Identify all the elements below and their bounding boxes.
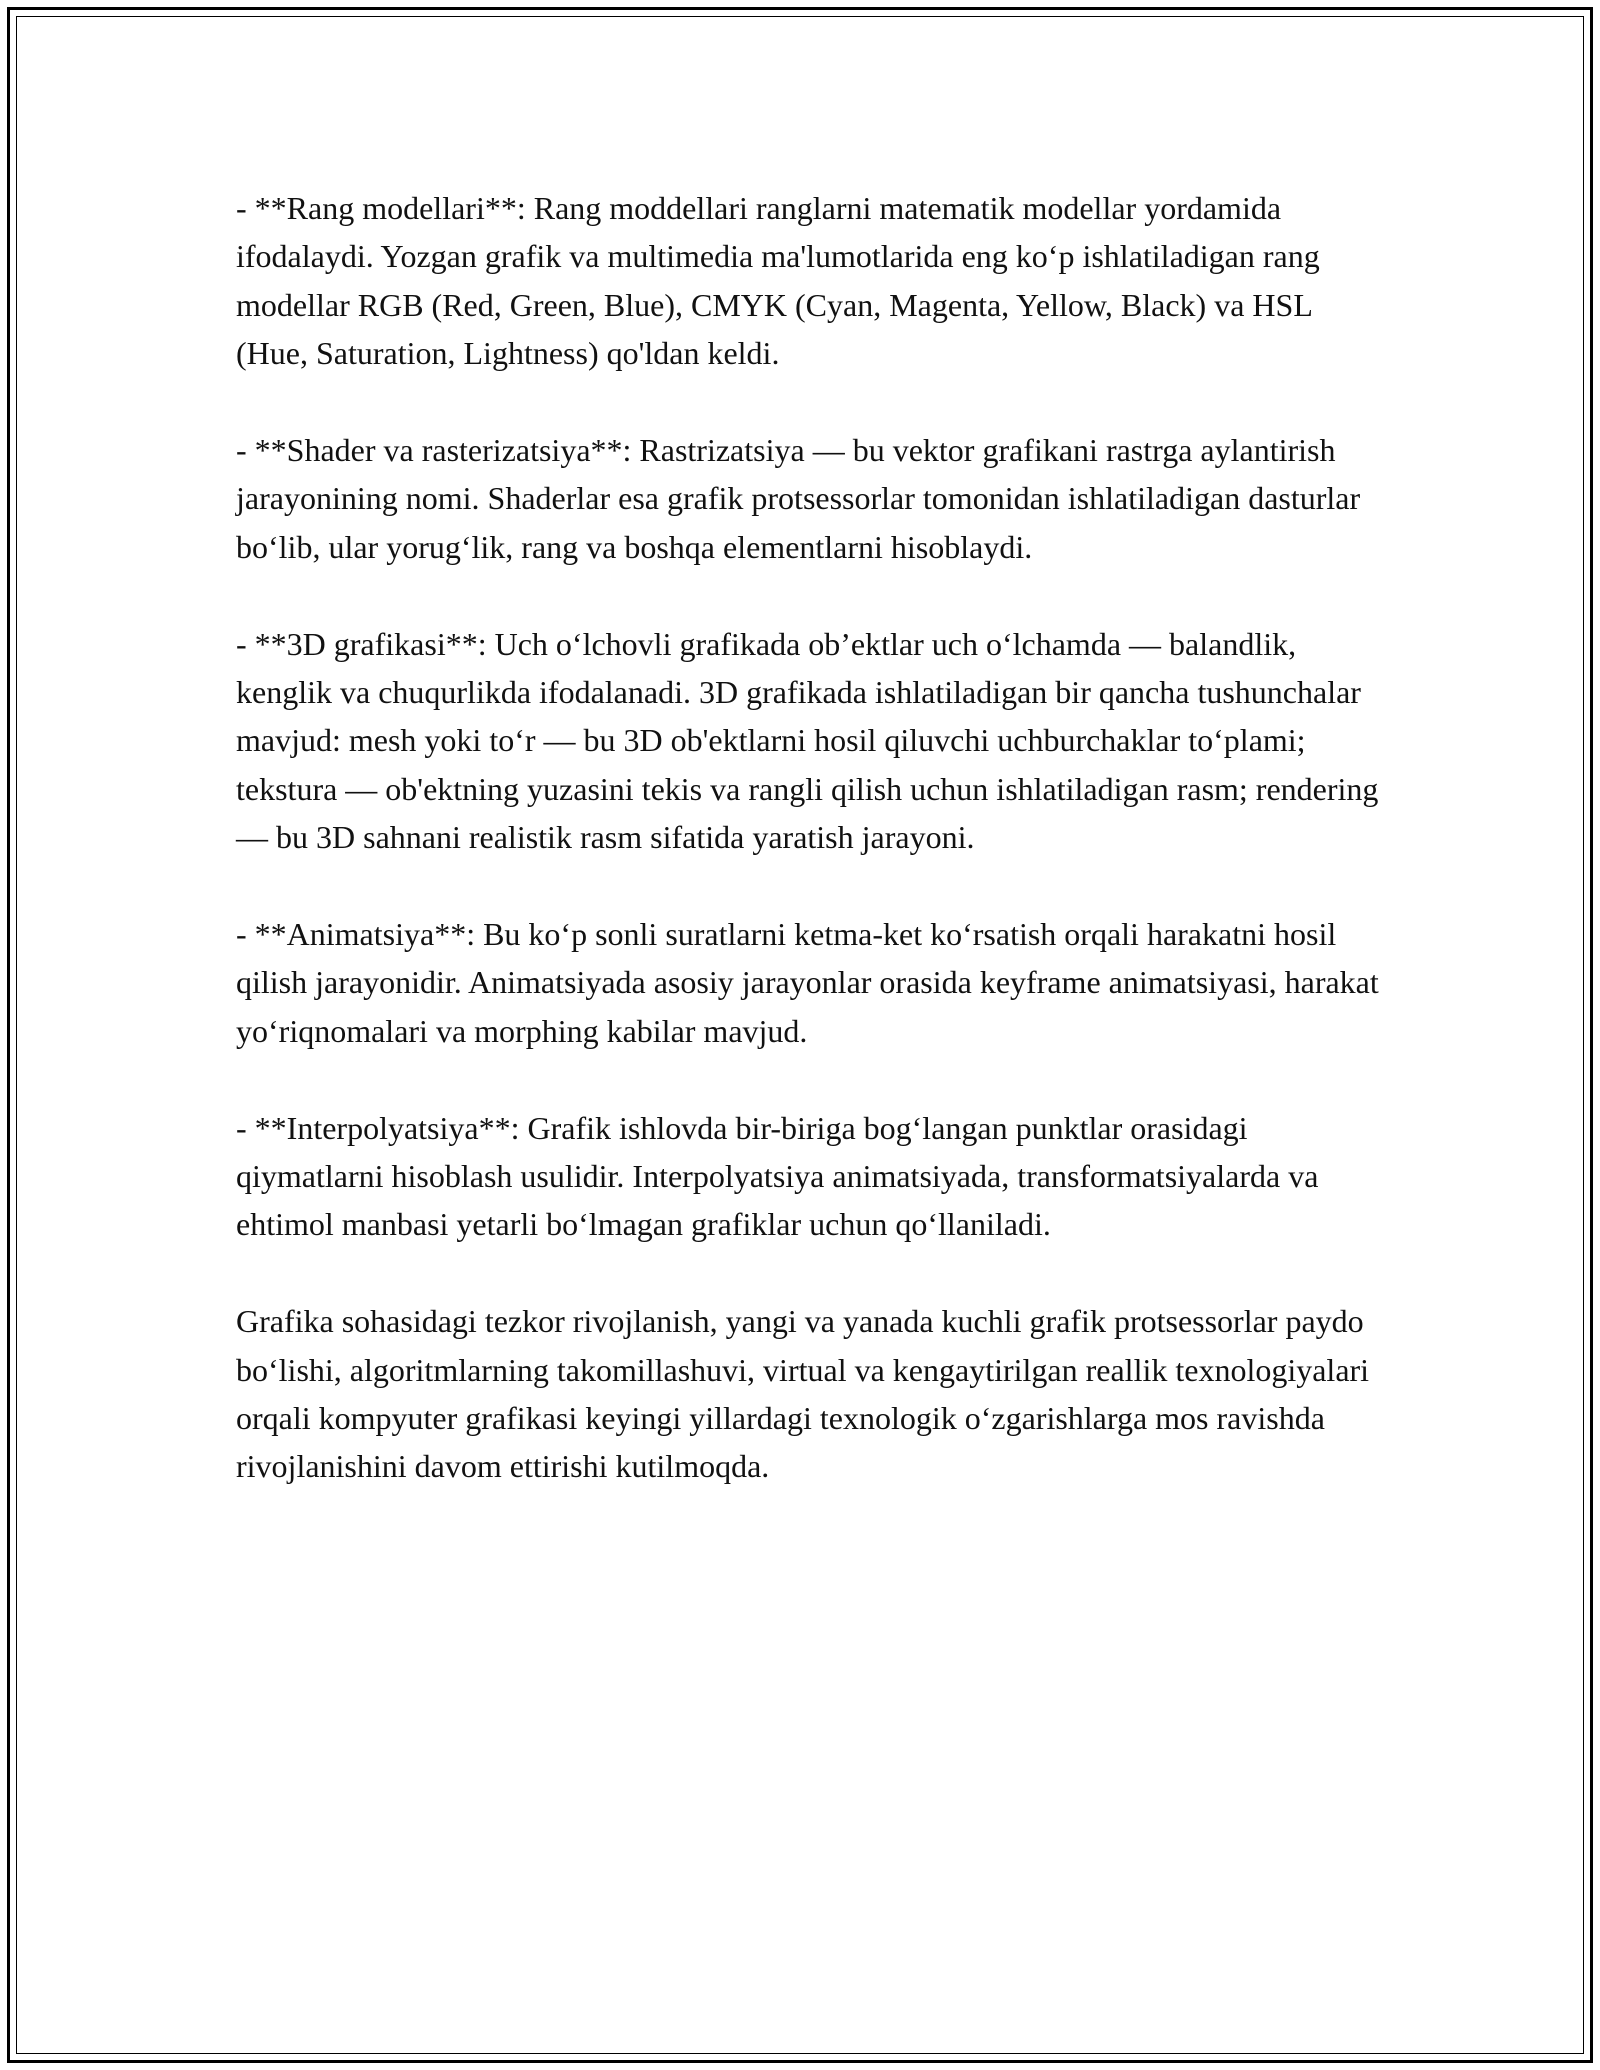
document-body xyxy=(236,184,1386,1539)
paragraph-conclusion: Grafika sohasidagi tezkor rivojlanish, yangi va yanada kuchli grafik protsessorlar paydo bo‘lishi, algoritmlarning takomillashuvi, virtual va kengaytirilgan reallik texnologiyalari orqali kompyuter grafikasi keyingi yillardagi texnologik o‘zgarishlarga mos ravishda rivojlanishini davom ettirishi kutilmoqda. xyxy=(236,1303,1370,1485)
paragraph-animatsiya: - **Animatsiya**: Bu ko‘p sonli suratlarni ketma-ket ko‘rsatish orqali harakatni hosil qilish jarayonidir. Animatsiyada asosiy jarayonlar orasida keyframe animatsiyasi, harakat yo‘riqnomalari va morphing kabilar mavjud. xyxy=(236,916,1379,1049)
paragraph-rang-modellari: - **Rang modellari**: Rang moddellari ranglarni matematik modellar yordamida ifodalaydi. Yozgan grafik va multimedia ma'lumotlarida eng ko‘p ishlatiladigan rang modellar RGB (Red, Green, Blue), CMYK (Cyan, Magenta, Yellow, Black) va HSL (Hue, Saturation, Lightness) qo'ldan keldi. xyxy=(236,190,1320,372)
paragraph-interpolyatsiya: - **Interpolyatsiya**: Grafik ishlovda bir-biriga bog‘langan punktlar orasidagi qiymatlarni hisoblash usulidir. Interpolyatsiya animatsiyada, transformatsiyalarda va ehtimol manbasi yetarli bo‘lmagan grafiklar uchun qo‘llaniladi. xyxy=(236,1109,1319,1243)
paragraph-3d-grafikasi: - **3D grafikasi**: Uch o‘lchovli grafikada ob’ektlar uch o‘lchamda — balandlik, kenglik va chuqurlikda ifodalanadi. 3D grafikada ishlatiladigan bir qancha tushunchalar mavjud: mesh yoki to‘r — bu 3D ob'ektlarni hosil qiluvchi uchburchaklar to‘plami; tekstura — ob'ektning yuzasini tekis va rangli qilish uchun ishlatiladigan rasm; rendering — bu 3D sahnani realistik rasm sifatida yaratish jarayoni. xyxy=(236,625,1379,856)
paragraph-shader-rasterizatsiya: - **Shader va rasterizatsiya**: Rastrizatsiya — bu vektor grafikani rastrga aylantirish jarayonining nomi. Shaderlar esa grafik protsessorlar tomonidan ishlatiladigan dasturlar bo‘lib, ular yorug‘lik, rang va boshqa elementlarni hisoblaydi. xyxy=(236,432,1361,565)
